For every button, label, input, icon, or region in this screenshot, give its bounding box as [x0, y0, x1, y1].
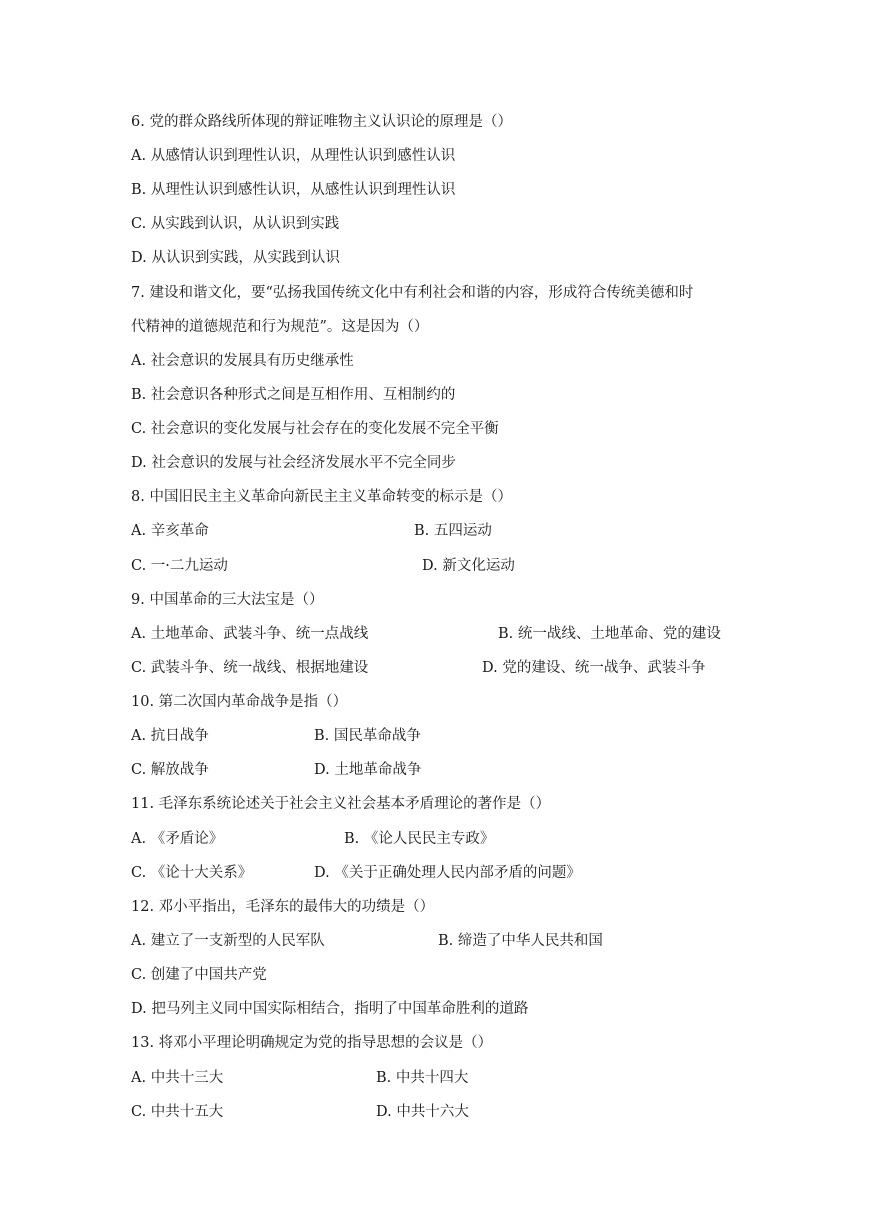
question-6-option-a: A. 从感情认识到理性认识，从理性认识到感性认识	[131, 148, 456, 164]
question-6-option-d: D. 从认识到实践，从实践到认识	[131, 250, 340, 266]
question-9-options-row-2	[131, 658, 831, 678]
question-8-option-a: A. 辛亥革命	[131, 523, 209, 539]
question-12-options-row-1	[131, 931, 831, 951]
question-13-options-row-2	[131, 1102, 831, 1122]
question-6-stem: 6. 党的群众路线所体现的辩证唯物主义认识论的原理是（）	[131, 114, 512, 130]
question-8-option-c: C. 一·二九运动	[131, 558, 228, 574]
question-11-stem: 11. 毛泽东系统论述关于社会主义社会基本矛盾理论的著作是（）	[131, 796, 551, 812]
question-6-option-b: B. 从理性认识到感性认识，从感性认识到理性认识	[131, 182, 456, 198]
question-7-option-c: C. 社会意识的变化发展与社会存在的变化发展不完全平衡	[131, 421, 499, 437]
question-10-option-b: B. 国民革命战争	[314, 728, 421, 744]
question-12-option-c: C. 创建了中国共产党	[131, 967, 267, 983]
question-10-stem: 10. 第二次国内革命战争是指（）	[131, 694, 348, 710]
question-13-option-b: B. 中共十四大	[376, 1070, 469, 1086]
question-13-options-row-1	[131, 1068, 831, 1088]
question-7-stem-line-1: 7. 建设和谐文化，要“弘扬我国传统文化中有利社会和谐的内容，形成符合传统美德和时	[131, 285, 694, 301]
question-11-option-a: A. 《矛盾论》	[131, 831, 224, 847]
question-8-option-d: D. 新文化运动	[422, 558, 515, 574]
question-11-options-row-2	[131, 863, 831, 883]
question-7-option-a: A. 社会意识的发展具有历史继承性	[131, 353, 354, 369]
question-8-options-row-1	[131, 521, 831, 541]
question-11-option-b: B. 《论人民民主专政》	[344, 831, 495, 847]
question-9-stem: 9. 中国革命的三大法宝是（）	[131, 592, 324, 608]
question-10-option-c: C. 解放战争	[131, 762, 209, 778]
question-12-stem: 12. 邓小平指出，毛泽东的最伟大的功绩是（）	[131, 899, 435, 915]
question-12-option-a: A. 建立了一支新型的人民军队	[131, 933, 325, 949]
question-9-options-row-1	[131, 624, 831, 644]
question-7-stem-line-2: 代精神的道德规范和行为规范”。这是因为（）	[131, 319, 429, 335]
question-7-option-b: B. 社会意识各种形式之间是互相作用、互相制约的	[131, 387, 456, 403]
question-8-options-row-2	[131, 556, 831, 576]
question-8-stem: 8. 中国旧民主主义革命向新民主主义革命转变的标示是（）	[131, 489, 512, 505]
question-12-option-d: D. 把马列主义同中国实际相结合，指明了中国革命胜利的道路	[131, 1001, 529, 1017]
question-6-option-c: C. 从实践到认识，从认识到实践	[131, 216, 340, 232]
question-10-options-row-2	[131, 760, 831, 780]
question-13-option-c: C. 中共十五大	[131, 1104, 224, 1120]
question-10-option-d: D. 土地革命战争	[314, 762, 422, 778]
question-11-option-d: D. 《关于正确处理人民内部矛盾的问题》	[314, 865, 581, 881]
question-11-option-c: C. 《论十大关系》	[131, 865, 253, 881]
question-13-option-a: A. 中共十三大	[131, 1070, 224, 1086]
question-13-option-d: D. 中共十六大	[376, 1104, 469, 1120]
question-9-option-c: C. 武装斗争、统一战线、根据地建设	[131, 660, 369, 676]
question-13-stem: 13. 将邓小平理论明确规定为党的指导思想的会议是（）	[131, 1035, 493, 1051]
question-12-option-b: B. 缔造了中华人民共和国	[438, 933, 603, 949]
question-7-option-d: D. 社会意识的发展与社会经济发展水平不完全同步	[131, 455, 456, 471]
question-10-option-a: A. 抗日战争	[131, 728, 209, 744]
question-8-option-b: B. 五四运动	[414, 523, 492, 539]
question-9-option-b: B. 统一战线、土地革命、党的建设	[498, 626, 721, 642]
question-11-options-row-1	[131, 829, 831, 849]
question-9-option-a: A. 土地革命、武装斗争、统一点战线	[131, 626, 369, 642]
question-10-options-row-1	[131, 726, 831, 746]
question-9-option-d: D. 党的建设、统一战争、武装斗争	[482, 660, 706, 676]
